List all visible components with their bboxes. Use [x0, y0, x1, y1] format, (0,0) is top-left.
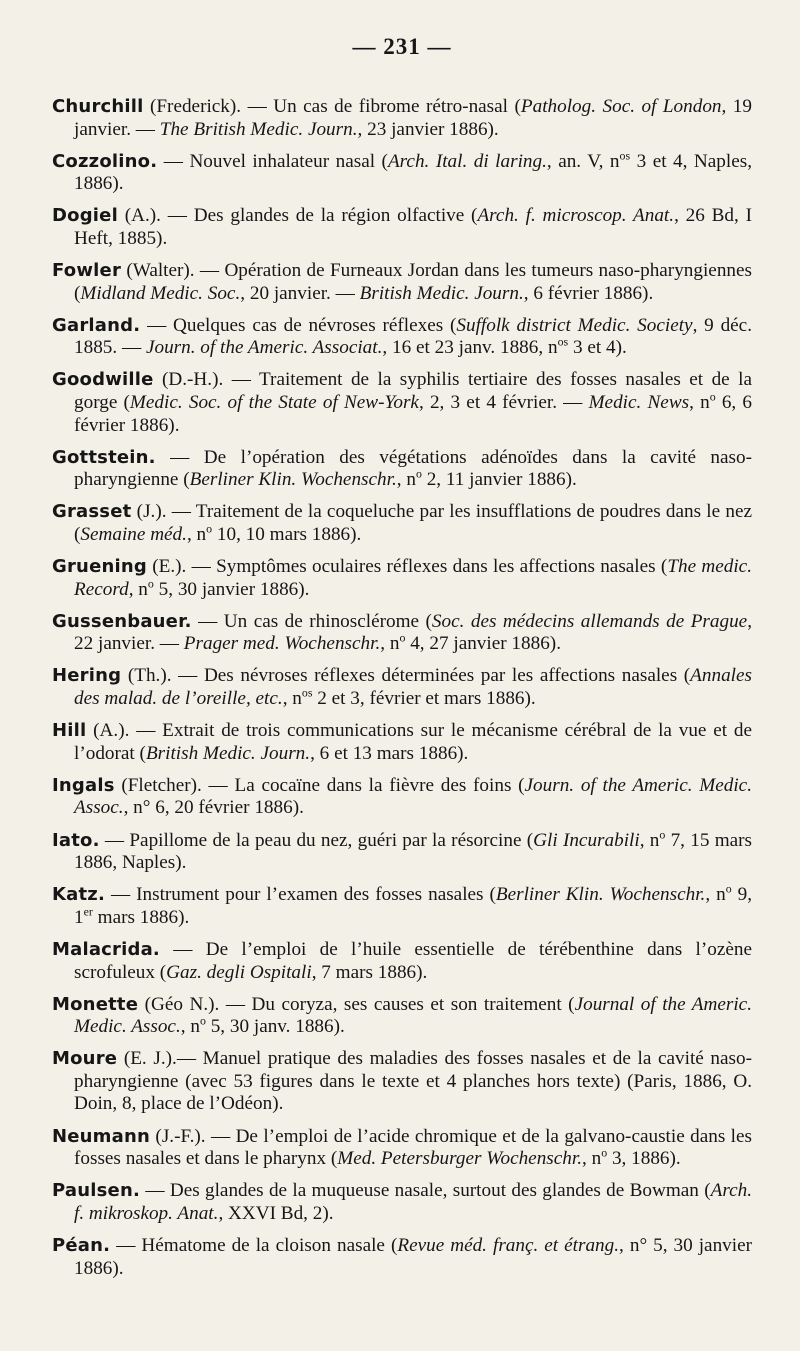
bibliography-entry: [52, 148, 752, 196]
entry-text: , n: [186, 524, 207, 545]
bibliography-entry: [52, 369, 752, 437]
entry-text: 9, 1: [74, 884, 752, 928]
entry-text: — Papillome de la peau du nez, guéri par la résorcine (: [99, 829, 534, 851]
entry-text: , n: [180, 1016, 200, 1038]
entry-text: 5, 30 janv. 1886).: [205, 1016, 345, 1038]
journal-title: Berliner Klin. Wochenschr.: [495, 884, 706, 906]
journal-title: Patholog. Soc. of London: [520, 96, 722, 117]
journal-title: Berliner Klin. Wochenschr.: [189, 469, 397, 491]
journal-title: The British Medic. Journ.: [159, 118, 358, 140]
entry-text: , 19 janvier. —: [74, 96, 752, 140]
entry-text: , 22 janvier. —: [74, 610, 752, 655]
entry-text: (Walter). — Opération de Furneaux Jordan dans les tumeurs naso-pharyngiennes (: [74, 260, 752, 304]
journal-title: Annales des malad. de l’oreille, etc.: [74, 665, 752, 710]
entry-text: — Un cas de rhinosclérome (: [191, 610, 432, 632]
entry-text: , 7 mars 1886).: [311, 961, 428, 983]
entry-author: Churchill: [52, 96, 144, 117]
entry-text: , 2, 3 et 4 février. —: [418, 392, 589, 414]
entry-author: Paulsen.: [52, 1180, 141, 1202]
superscript: o: [725, 881, 732, 896]
superscript: o: [415, 466, 422, 481]
entry-author: Hering: [52, 665, 122, 687]
entry-author: Cozzolino.: [52, 150, 158, 172]
superscript: o: [399, 630, 406, 645]
bibliography-entry: [52, 1180, 752, 1225]
entry-text: , n: [380, 633, 400, 655]
superscript: os: [301, 685, 313, 700]
entry-author: Grasset: [52, 501, 132, 523]
bibliography-entry: [52, 881, 752, 929]
superscript: o: [206, 521, 213, 536]
entry-author: Péan.: [52, 1234, 111, 1256]
bibliography-entry: [52, 205, 752, 250]
entry-text: 6, 6 février 1886).: [74, 392, 753, 436]
journal-title: Medic. News: [588, 392, 690, 414]
entry-text: (E. J.).— Manuel pratique des maladies des fosses nasales et de la cavité naso-pharyngienne (avec 53 figures dans le texte et 4 planches hors texte) (Paris, 1886, O. Doin, 8, place de l’Odéon).: [74, 1048, 752, 1115]
journal-title: Arch. f. mikroskop. Anat.: [74, 1180, 752, 1224]
journal-title: Arch. Ital. di laring.: [387, 150, 547, 172]
entry-author: Gottstein.: [52, 446, 156, 468]
journal-title: British Medic. Journ.: [145, 742, 311, 764]
entry-text: , 6 et 13 mars 1886).: [310, 742, 469, 764]
entry-text: — De l’opération des végétations adénoïdes dans la cavité naso-pharyngienne (: [74, 446, 752, 491]
entry-text: (J.-F.). — De l’emploi de l’acide chromique et de la galvano-caustie dans les fosses nasales et dans le pharynx (: [74, 1125, 752, 1170]
entry-text: 7, 15 mars 1886, Naples).: [74, 829, 752, 874]
bibliography-entry: [52, 260, 752, 305]
entry-text: (Frederick). — Un cas de fibrome rétro-nasal (: [143, 96, 521, 117]
journal-title: Journ. of the Americ. Associat.: [145, 337, 383, 359]
bibliography-entry: [52, 1126, 752, 1171]
entry-author: Gussenbauer.: [52, 610, 192, 632]
journal-title: Midland Medic. Soc.: [80, 282, 241, 304]
journal-title: British Medic. Journ.: [359, 282, 524, 304]
entry-text: , an. V, n: [546, 150, 620, 172]
journal-title: Gli Incurabili: [533, 829, 640, 851]
entry-text: 3 et 4).: [568, 337, 627, 359]
entry-text: , n: [582, 1148, 602, 1170]
entry-text: , 16 et 23 janv. 1886, n: [382, 337, 558, 359]
entry-text: (Géo N.). — Du coryza, ses causes et son traitement (: [138, 993, 575, 1015]
entry-text: , XXVI Bd, 2).: [218, 1202, 334, 1224]
entry-text: (A.). — Extrait de trois communications sur le mécanisme cérébral de la vue et de l’odorat (: [74, 720, 752, 764]
entry-author: Hill: [52, 720, 87, 742]
journal-title: Semaine méd.: [80, 524, 187, 545]
journal-title: The medic. Record: [74, 556, 752, 600]
journal-title: Med. Petersburger Wochenschr.: [337, 1148, 583, 1170]
bibliography-list: [52, 96, 752, 1280]
entry-text: , n: [128, 578, 148, 600]
entry-text: , n° 6, 20 février 1886).: [123, 797, 304, 819]
superscript: o: [709, 389, 716, 404]
journal-title: Gaz. degli Ospitali: [166, 961, 312, 983]
entry-author: Neumann: [52, 1125, 151, 1147]
bibliography-entry: [52, 1048, 752, 1116]
entry-text: 2, 11 janvier 1886).: [421, 469, 577, 491]
journal-title: Prager med. Wochenschr.: [183, 633, 381, 655]
entry-author: Malacrida.: [52, 938, 160, 960]
bibliography-entry: [52, 665, 752, 710]
entry-text: (J.). — Traitement de la coqueluche par les insufflations de poudres dans le nez (: [74, 501, 752, 545]
entry-text: 3 et 4, Naples, 1886).: [74, 150, 752, 195]
journal-title: Medic. Soc. of the State of New-York: [129, 392, 419, 414]
entry-text: 10, 10 mars 1886).: [212, 524, 362, 545]
journal-title: Journ. of the Americ. Medic. Assoc.: [74, 774, 752, 819]
page-number: — 231 —: [352, 34, 452, 59]
entry-text: , 9 déc. 1885. —: [74, 314, 752, 359]
entry-text: , 6 février 1886).: [523, 282, 654, 304]
entry-text: — Quelques cas de névroses réflexes (: [140, 314, 457, 336]
entry-author: Iato.: [52, 829, 100, 851]
entry-text: — De l’emploi de l’huile essentielle de térébenthine dans l’ozène scrofuleux (: [74, 938, 752, 983]
entry-text: , n° 5, 30 janvier 1886).: [74, 1234, 752, 1279]
entry-text: — Instrument pour l’examen des fosses nasales (: [105, 884, 496, 906]
entry-text: , n: [282, 688, 302, 710]
bibliography-entry: [52, 96, 752, 141]
bibliography-entry: [52, 611, 752, 656]
bibliography-entry: [52, 501, 752, 546]
entry-text: mars 1886).: [92, 906, 190, 928]
entry-author: Fowler: [52, 260, 122, 282]
entry-text: (A.). — Des glandes de la région olfactive (: [117, 205, 478, 227]
entry-text: , 20 janvier. —: [240, 282, 360, 304]
journal-title: Soc. des médecins allemands de Prague: [431, 610, 748, 632]
journal-title: Suffolk district Medic. Society: [456, 314, 693, 336]
bibliography-entry: [52, 939, 752, 984]
entry-text: 4, 27 janvier 1886).: [405, 633, 561, 655]
journal-title: Arch. f. microscop. Anat.: [477, 205, 675, 227]
bibliography-entry: [52, 447, 752, 492]
bibliography-entry: [52, 1235, 752, 1280]
entry-text: (D.-H.). — Traitement de la syphilis tertiaire des fosses nasales et de la gorge (: [74, 369, 752, 414]
journal-title: Revue méd. franç. et étrang.: [397, 1234, 620, 1256]
bibliography-entry: [52, 556, 752, 601]
entry-text: (E.). — Symptômes oculaires réflexes dans les affections nasales (: [146, 556, 668, 578]
entry-text: 3, 1886).: [607, 1148, 681, 1170]
superscript: os: [619, 148, 631, 163]
entry-text: 2 et 3, février et mars 1886).: [312, 688, 536, 710]
entry-text: 5, 30 janvier 1886).: [153, 578, 310, 600]
entry-author: Ingals: [52, 774, 115, 796]
entry-author: Dogiel: [52, 205, 118, 227]
entry-text: (Fletcher). — La cocaïne dans la fièvre des foins (: [114, 774, 525, 796]
superscript: o: [659, 827, 666, 842]
entry-author: Katz.: [52, 884, 106, 906]
superscript: o: [601, 1145, 608, 1160]
entry-text: , n: [689, 392, 710, 414]
entry-text: — Nouvel inhalateur nasal (: [157, 150, 388, 172]
bibliography-entry: [52, 315, 752, 360]
superscript: er: [83, 904, 93, 919]
entry-author: Garland.: [52, 314, 141, 336]
entry-text: , n: [639, 829, 660, 851]
entry-text: — Des glandes de la muqueuse nasale, surtout des glandes de Bowman (: [140, 1180, 711, 1202]
superscript: o: [199, 1013, 206, 1028]
bibliography-entry: [52, 994, 752, 1039]
bibliography-entry: [52, 827, 752, 875]
bibliography-entry: [52, 720, 752, 765]
entry-text: — Hématome de la cloison nasale (: [110, 1234, 398, 1256]
entry-author: Gruening: [52, 556, 147, 578]
superscript: os: [557, 334, 569, 349]
entry-author: Goodwille: [52, 369, 154, 391]
entry-text: , 23 janvier 1886).: [357, 118, 499, 140]
bibliography-entry: [52, 775, 752, 820]
entry-text: , n: [705, 884, 726, 906]
entry-author: Moure: [52, 1048, 118, 1070]
entry-text: , 26 Bd, I Heft, 1885).: [74, 205, 753, 249]
entry-author: Monette: [52, 993, 139, 1015]
entry-text: , n: [396, 469, 416, 491]
superscript: o: [147, 576, 154, 591]
entry-text: (Th.). — Des névroses réflexes déterminées par les affections nasales (: [121, 665, 691, 687]
journal-title: Journal of the Americ. Medic. Assoc.: [74, 993, 752, 1038]
